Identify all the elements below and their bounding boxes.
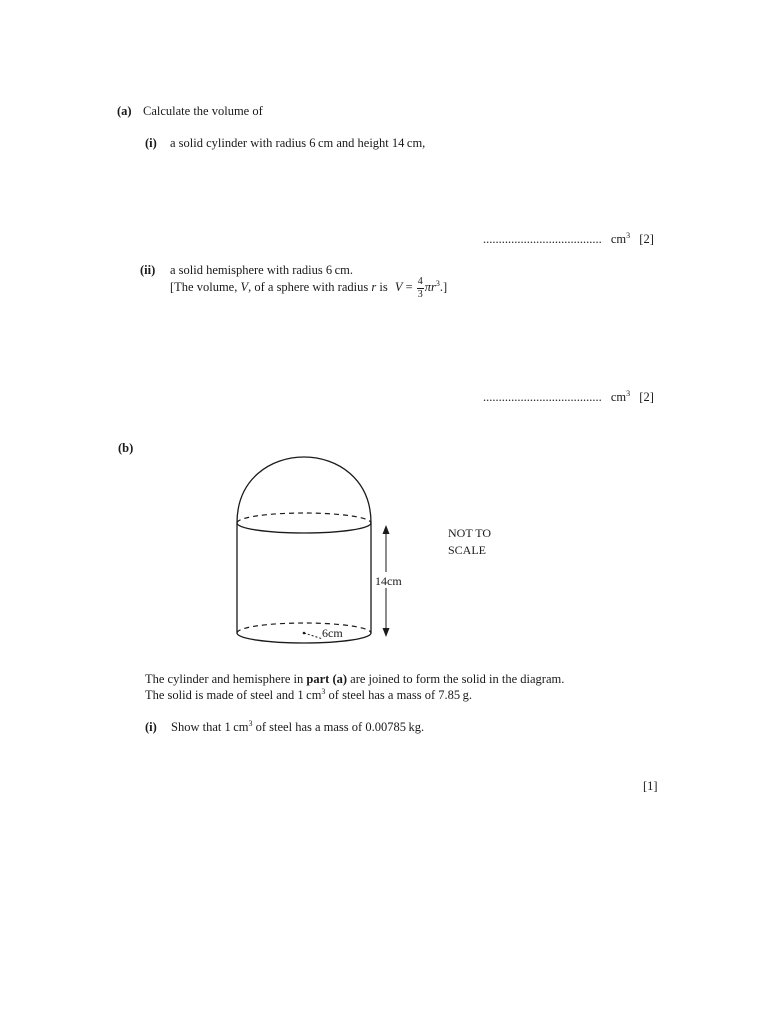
radius-line <box>304 633 323 639</box>
bottom-ellipse-front <box>237 633 371 643</box>
part-b-i-question <box>171 721 424 734</box>
formula-is: is <box>379 280 388 294</box>
marks-label-b-i: [1] <box>643 779 658 793</box>
sphere-volume-formula <box>170 276 447 300</box>
formula-close: .] <box>439 280 448 294</box>
part-b-i-label: (i) <box>145 720 157 734</box>
top-ellipse-front <box>237 523 371 533</box>
text2-power: 3 <box>321 687 326 696</box>
height-label: 14cm <box>375 574 402 588</box>
top-ellipse-back <box>237 513 371 523</box>
answer-dots: ...................................... <box>483 390 602 404</box>
text1-post: are joined to form the solid in the diagram. <box>350 672 565 686</box>
marks-label: [2] <box>639 232 654 246</box>
formula-var-r: r <box>371 280 377 294</box>
question-power: 3 <box>248 719 253 728</box>
formula-v: V <box>394 280 403 294</box>
formula-mid: , of a sphere with radius <box>248 280 369 294</box>
part-a-label: (a) <box>117 104 132 118</box>
text2-pre: The solid is made of steel and 1 cm <box>145 688 322 702</box>
answer-dots: ...................................... <box>483 232 602 246</box>
hemisphere-outline <box>237 457 371 523</box>
answer-line-a-i <box>483 233 654 246</box>
text2-post: of steel has a mass of 7.85 g. <box>328 688 472 702</box>
bottom-ellipse-back <box>237 623 371 633</box>
answer-line-a-ii <box>483 391 654 404</box>
formula-numerator: 4 <box>417 275 423 287</box>
marks-label: [2] <box>639 390 654 404</box>
cylinder-hemisphere-diagram <box>225 445 515 650</box>
formula-power: 3 <box>435 279 440 288</box>
formula-var-v: V <box>240 280 249 294</box>
height-arrow-bottom <box>383 628 390 637</box>
formula-equals: = <box>405 280 413 294</box>
formula-denominator: 3 <box>417 288 423 300</box>
formula-pi-r: πr <box>424 280 436 294</box>
part-b-text-line2 <box>145 689 472 702</box>
part-a-i-question: a solid cylinder with radius 6 cm and height 14 cm, <box>170 136 426 150</box>
question-pre: Show that 1 cm <box>171 720 249 734</box>
part-b-label: (b) <box>118 441 134 455</box>
answer-unit: cm <box>610 232 627 246</box>
radius-label: 6cm <box>322 626 343 640</box>
answer-unit: cm <box>610 390 627 404</box>
center-dot <box>303 632 306 635</box>
part-a-ii-question: a solid hemisphere with radius 6 cm. <box>170 263 354 277</box>
height-arrow-top <box>383 525 390 534</box>
part-a-ii-label: (ii) <box>140 263 156 277</box>
not-to-scale-line2: SCALE <box>448 543 487 557</box>
text1-pre: The cylinder and hemisphere in <box>145 672 304 686</box>
unit-power: 3 <box>626 231 631 240</box>
part-a-i-label: (i) <box>145 136 157 150</box>
formula-open: [The volume, <box>170 280 238 294</box>
text1-bold: part (a) <box>306 672 348 686</box>
part-b-text-line1 <box>145 673 564 686</box>
question-post: of steel has a mass of 0.00785 kg. <box>255 720 425 734</box>
unit-power: 3 <box>626 389 631 398</box>
part-a-intro: Calculate the volume of <box>143 104 263 118</box>
not-to-scale-line1: NOT TO <box>448 526 492 540</box>
formula-fraction <box>417 277 424 300</box>
